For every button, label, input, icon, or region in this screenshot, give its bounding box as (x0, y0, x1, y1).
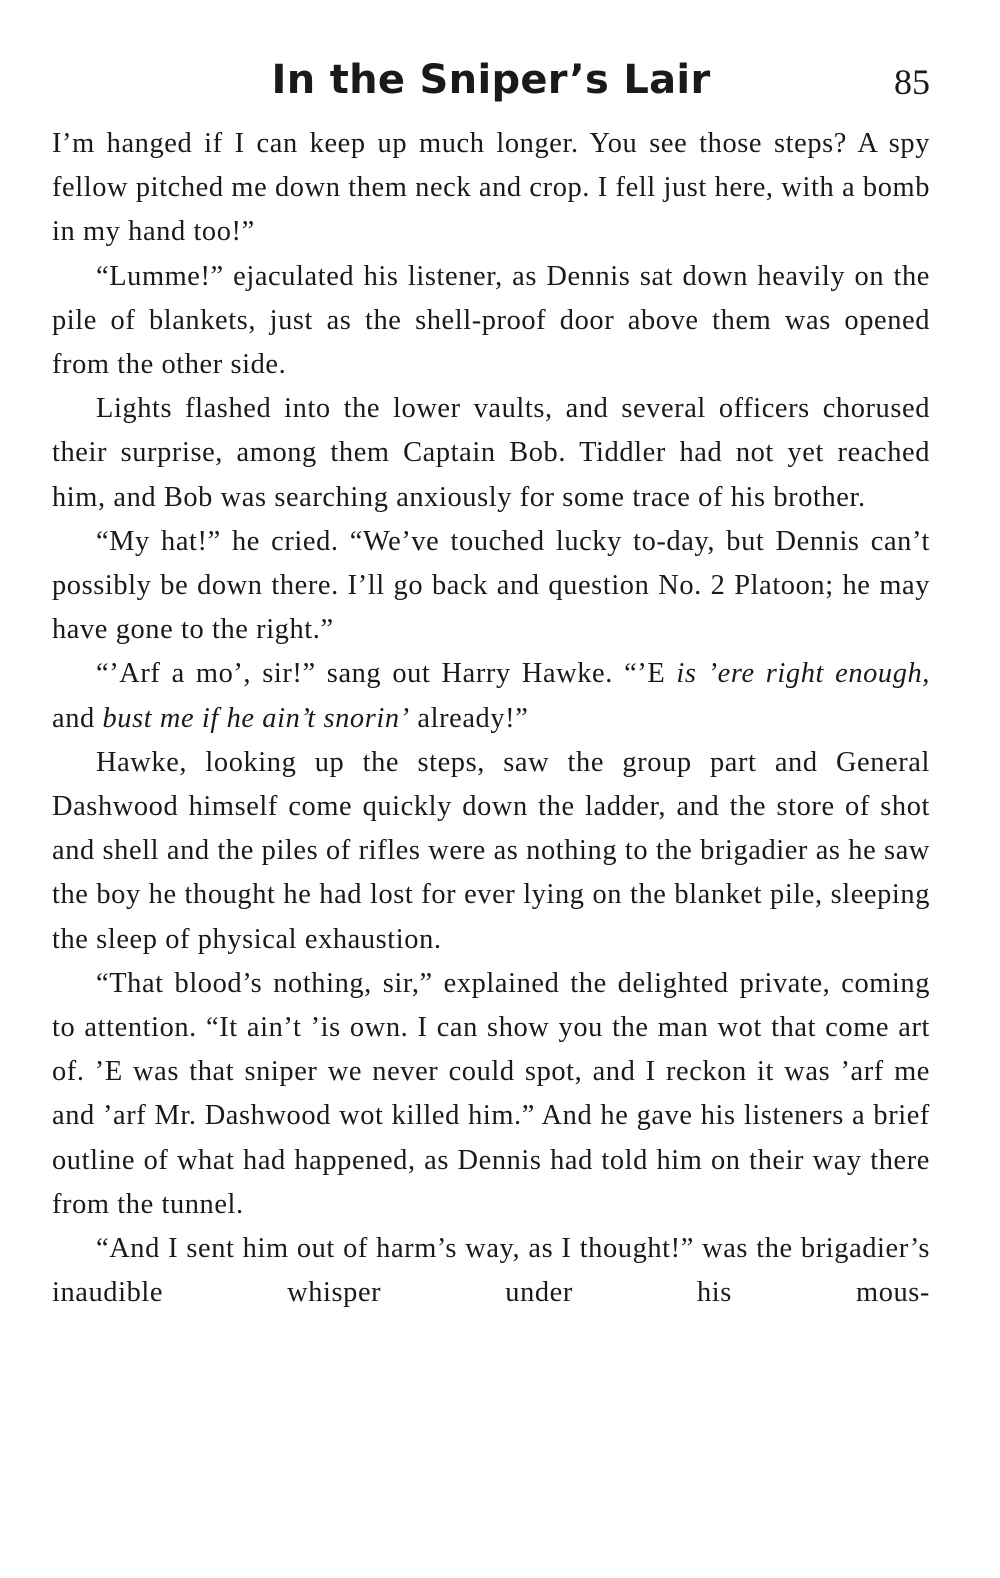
paragraph-text: “That blood’s nothing, sir,” explained the delighted private, coming to attention. “It ain’t ’is own. I can show you the man wot that come art of. ’E was that sniper we never could spot, and I reckon it was ’arf me and ’arf Mr. Dashwood wot killed him.” And he gave his listeners a brief outline of what had happened, as Dennis had told him on their way there from the tunnel. (52, 967, 930, 1220)
paragraph (52, 652, 930, 740)
paragraph-text: Lights flashed into the lower vaults, and several officers chorused their surprise, among them Captain Bob. Tiddler had not yet reached him, and Bob was searching anxiously for some trace of his brother. (52, 393, 930, 513)
paragraph (52, 255, 930, 388)
paragraph (52, 387, 930, 520)
paragraph (52, 741, 930, 962)
paragraph-text: Hawke, looking up the steps, saw the group part and General Dashwood himself come quickly down the ladder, and the store of shot and shell and the piles of rifles were as nothing to the brigadier as he saw the boy he thought he had lost for ever lying on the blanket pile, sleeping the sleep of physical exhaustion. (52, 746, 930, 955)
page-number: 85 (894, 62, 930, 102)
paragraph (52, 520, 930, 653)
paragraph-text: “My hat!” he cried. “We’ve touched lucky to-day, but Dennis can’t possibly be down there. I’ll go back and question No. 2 Platoon; he may have gone to the right.” (52, 525, 930, 646)
paragraph-text: already!” (409, 702, 529, 734)
italic-text: is ’ere right enough, (676, 658, 930, 690)
paragraph-text: and (52, 702, 103, 734)
paragraph-text: I’m hanged if I can keep up much longer. You see those steps? A spy fellow pitched me down them neck and crop. I fell just here, with a bomb in my hand too!” (52, 128, 930, 248)
paragraph (52, 962, 930, 1227)
book-page (52, 52, 930, 1315)
paragraph-text: “Lumme!” ejaculated his listener, as Dennis sat down heavily on the pile of blankets, just as the shell-proof door above them was opened from the other side. (52, 260, 930, 381)
paragraph-text: “And I sent him out of harm’s way, as I thought!” was the brigadier’s inaudible whisper under his mous- (52, 1233, 930, 1309)
italic-text: bust me if he ain’t snorin’ (102, 702, 410, 734)
paragraph (52, 1227, 930, 1315)
running-head (52, 52, 930, 112)
paragraph-text: “’Arf a mo’, sir!” sang out Harry Hawke. “’E (96, 658, 677, 690)
chapter-title: In the Sniper’s Lair (271, 57, 711, 103)
paragraph (52, 122, 930, 255)
body-text (52, 122, 930, 1315)
